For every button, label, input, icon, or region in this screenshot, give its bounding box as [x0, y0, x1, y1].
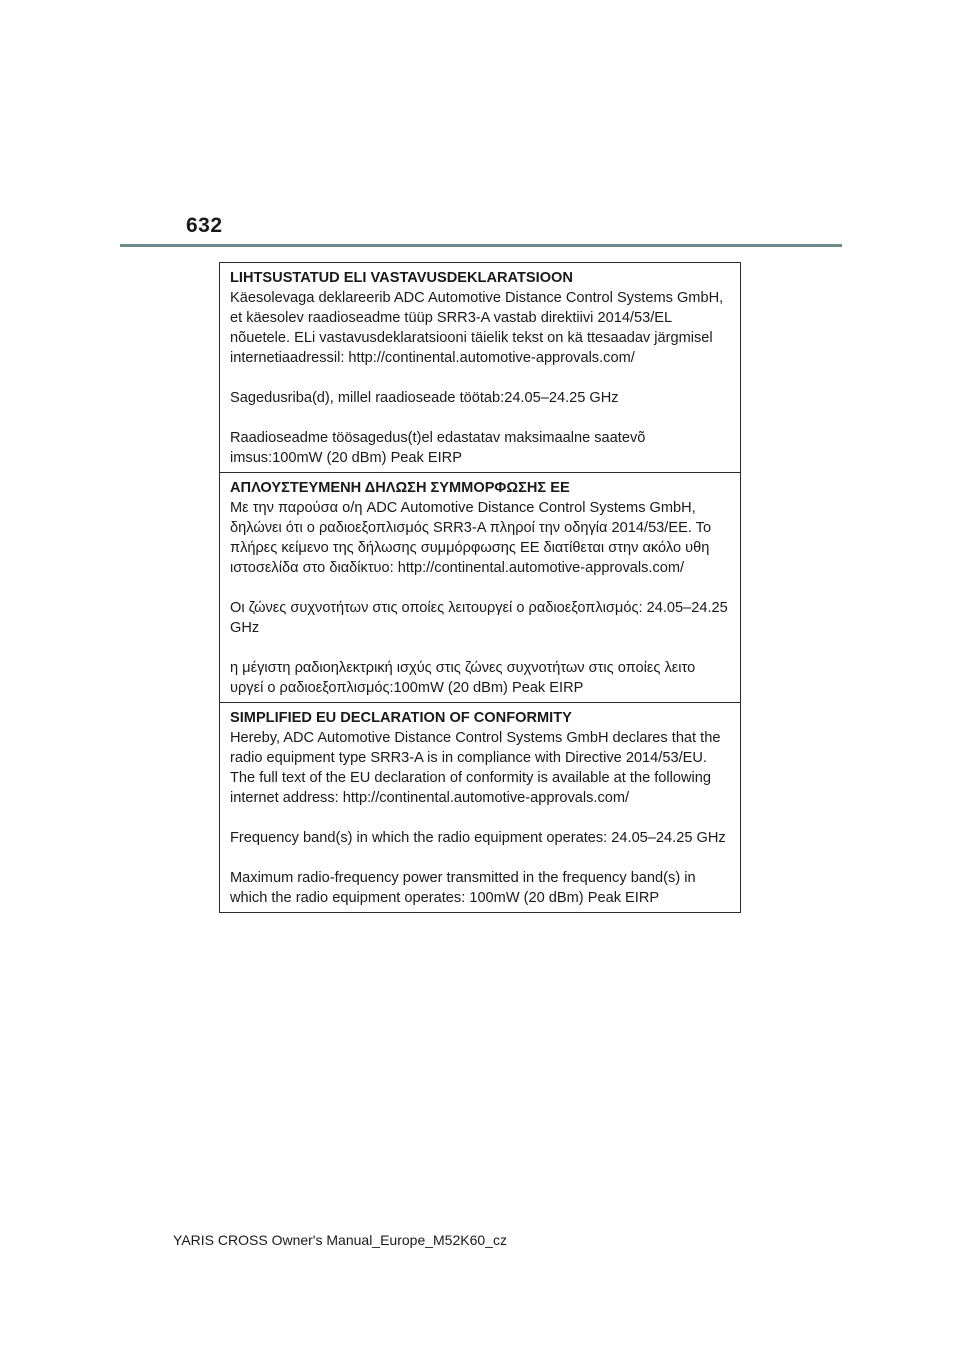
declaration-text: Με την παρούσα ο/η ADC Automotive Distance Control Systems GmbH, δηλώνει ότι ο ραδιοεξοπλισμός SRR3-A πληροί την οδηγία 2014/53/ΕΕ. Το πλήρες κείμενο της δήλωσης συμμόρφωσης ΕΕ διατίθεται στην ακόλο υθη ιστοσελίδα στο διαδίκτυο: http://continental.automotive-approvals.com/ [230, 500, 712, 576]
section-title: LIHTSUSTATUD ELI VASTAVUSDEKLARATSIOON [230, 270, 573, 286]
header-rule [120, 244, 842, 247]
frequency-text: Οι ζώνες συχνοτήτων στις οποίες λειτουργεί ο ραδιοεξοπλισμός: 24.05–24.25 GHz [230, 600, 728, 636]
frequency-text: Sagedusriba(d), millel raadioseade töötab:24.05–24.25 GHz [230, 390, 619, 406]
declaration-box [219, 262, 741, 913]
footer-manual-title: YARIS CROSS Owner's Manual_Europe_M52K60_cz [173, 1232, 507, 1248]
power-text: Raadioseadme töösagedus(t)el edastatav maksimaalne saatevõ imsus:100mW (20 dBm) Peak EIRP [230, 430, 646, 466]
section-english [220, 703, 740, 912]
power-text: η μέγιστη ραδιοηλεκτρική ισχύς στις ζώνες συχνοτήτων στις οποίες λειτο υργεί ο ραδιοεξοπλισμός:100mW (20 dBm) Peak EIRP [230, 660, 696, 696]
frequency-text: Frequency band(s) in which the radio equipment operates: 24.05–24.25 GHz [230, 830, 726, 846]
declaration-text: Hereby, ADC Automotive Distance Control Systems GmbH declares that the radio equipment type SRR3-A is in compliance with Directive 2014/53/EU. The full text of the EU declaration of conformity is available at the following internet address: http://continental.automotive-approvals.com/ [230, 730, 721, 806]
section-estonian [220, 263, 740, 473]
page-number: 632 [186, 214, 223, 237]
section-title: ΑΠΛΟΥΣΤΕΥΜΕΝΗ ΔΗΛΩΣΗ ΣΥΜΜΟΡΦΩΣΗΣ ΕΕ [230, 480, 570, 496]
declaration-text: Käesolevaga deklareerib ADC Automotive Distance Control Systems GmbH, et käesolev raadioseadme tüüp SRR3-A vastab direktiivi 2014/53/EL nõuetele. ELi vastavusdeklaratsiooni täielik tekst on kä ttesaadav järgmisel internetiaadressil: http://continental.automotive-approvals.com/ [230, 290, 724, 366]
power-text: Maximum radio-frequency power transmitted in the frequency band(s) in which the radio equipment operates: 100mW (20 dBm) Peak EIRP [230, 870, 696, 906]
section-title: SIMPLIFIED EU DECLARATION OF CONFORMITY [230, 710, 572, 726]
section-greek [220, 473, 740, 703]
